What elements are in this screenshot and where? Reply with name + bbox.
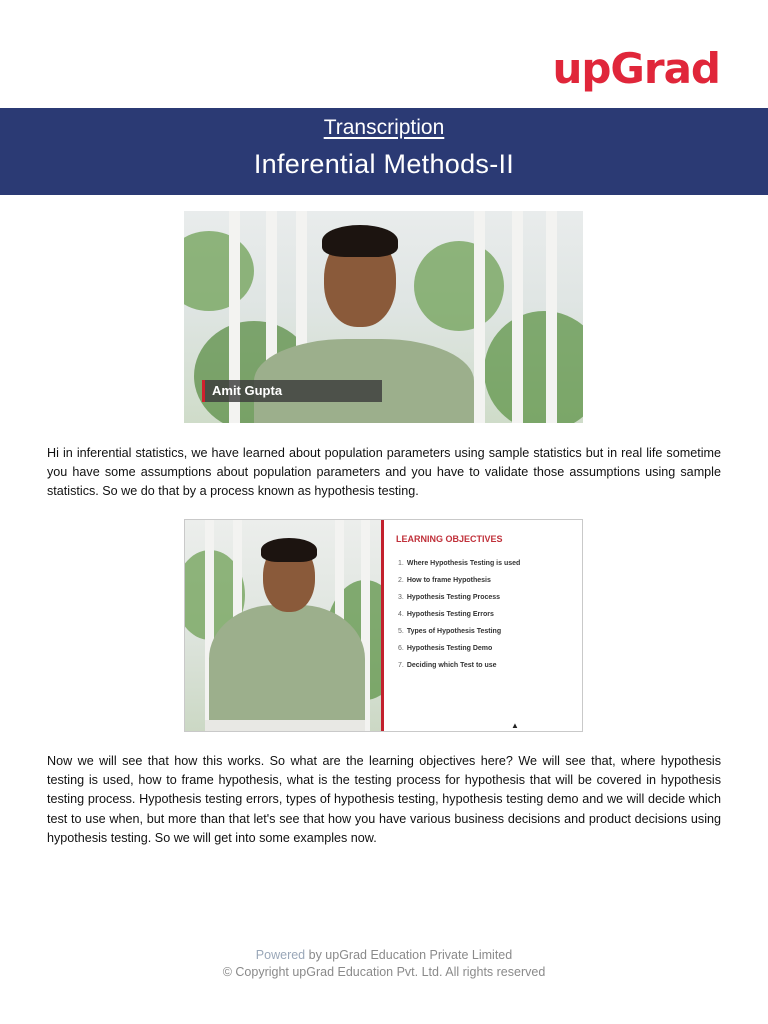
foliage — [484, 311, 583, 423]
list-item: 4. Hypothesis Testing Errors — [398, 611, 494, 618]
window-blind — [546, 211, 557, 423]
speaker-nameplate: Amit Gupta — [202, 380, 382, 402]
window-blind — [474, 211, 485, 423]
window-blind — [512, 211, 523, 423]
desk — [205, 720, 365, 732]
video-still-learning-objectives — [184, 519, 583, 732]
speaker-pane — [185, 520, 381, 732]
speaker-shirt — [209, 605, 365, 732]
foliage — [414, 241, 504, 331]
upgrad-logo: upGrad — [552, 44, 720, 93]
video-still-speaker — [184, 211, 583, 423]
mouse-cursor-icon: ▲ — [511, 721, 519, 730]
paragraph-intro: Hi in inferential statistics, we have learned about population parameters using sample statistics but in real life sometime you have some assumptions about population parameters and you have to validate those assumptions using sample statistics. So we do that by a process known as hypothesis testing. — [47, 446, 721, 499]
list-item: 7. Deciding which Test to use — [398, 662, 497, 669]
objectives-list — [398, 560, 520, 679]
footer-powered-by: Powered by upGrad Education Private Limited — [255, 948, 513, 962]
page-title: Inferential Methods-II — [253, 149, 515, 179]
list-item: 3. Hypothesis Testing Process — [398, 594, 501, 601]
footer-copyright: © Copyright upGrad Education Pvt. Ltd. All rights reserved — [222, 965, 546, 979]
list-item: 1. Where Hypothesis Testing is used — [398, 560, 521, 567]
paragraph-objectives: Now we will see that how this works. So what are the learning objectives here? We will see that, where hypothesis testing is used, how to frame hypothesis, what is the testing process for hypothesis that will be covered in hypothesis testing process. Hypothesis testing errors, types of hypothesis testing, hypothesis testing demo and we will decide which test to use when, but more than that let's see that how you have various business decisions and product decisions using hypothesis testing. So we will get into some examples now. — [47, 754, 721, 845]
slide-title: LEARNING OBJECTIVES — [396, 534, 503, 544]
foliage — [184, 231, 254, 311]
list-item: 6. Hypothesis Testing Demo — [398, 645, 493, 652]
title-banner — [0, 108, 768, 195]
list-item: 5. Types of Hypothesis Testing — [398, 628, 502, 635]
slide-panel — [384, 520, 583, 732]
speaker-hair — [322, 225, 398, 257]
transcription-heading: Transcription — [323, 116, 445, 139]
list-item: 2. How to frame Hypothesis — [398, 577, 491, 584]
speaker-hair — [261, 538, 317, 562]
